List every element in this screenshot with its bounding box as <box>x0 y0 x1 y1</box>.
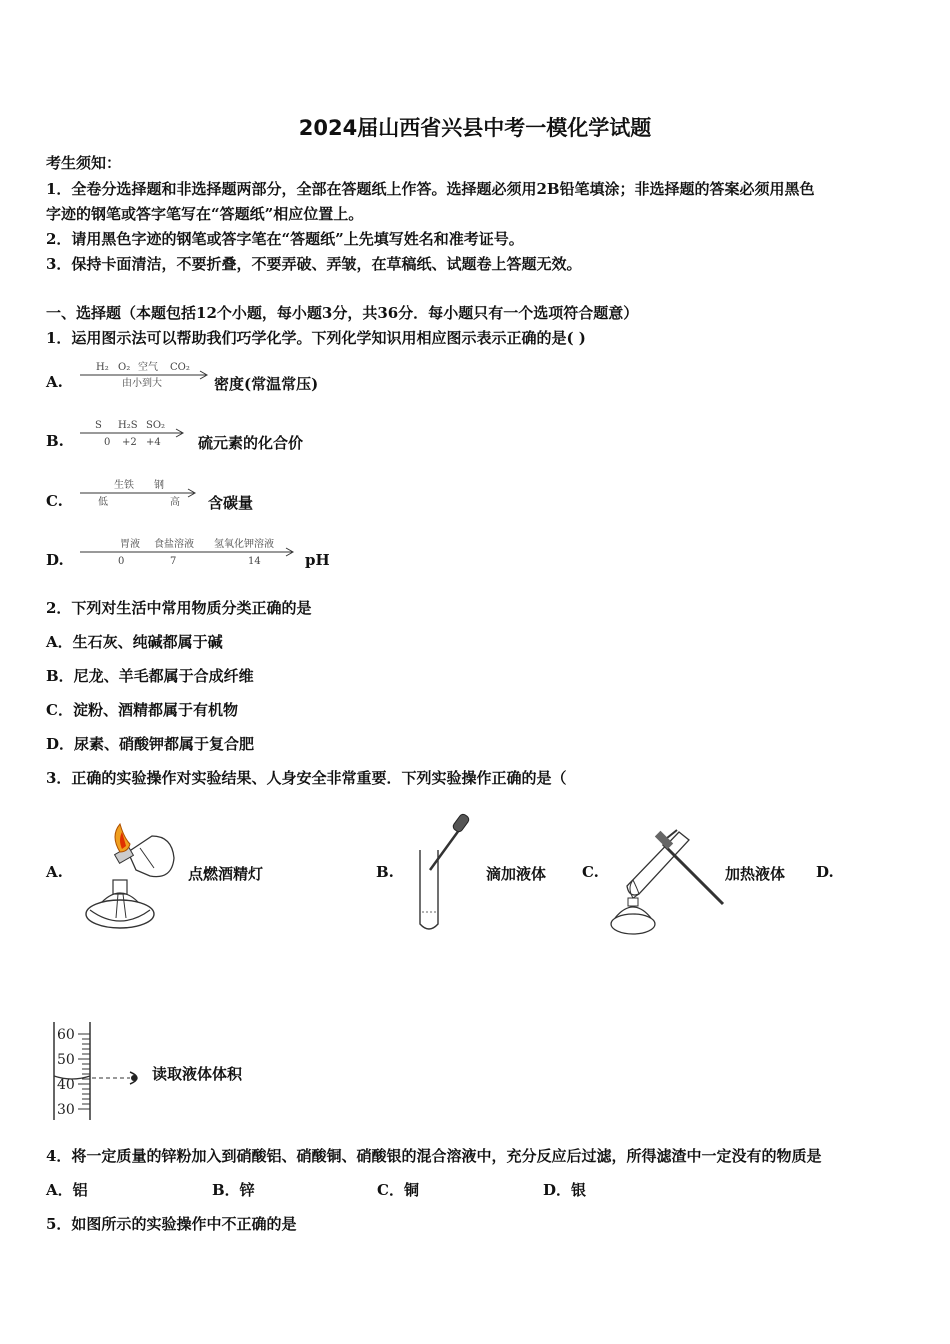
notice-line-3: 3．保持卡面清洁，不要折叠，不要弄破、弄皱，在草稿纸、试题卷上答题无效。 <box>46 255 582 273</box>
q3-option-c-caption: 加热液体 <box>725 865 786 883</box>
q1-d-diagram <box>78 535 300 569</box>
q3-option-b-label: B. <box>376 863 394 881</box>
q4-option-d: D．银 <box>543 1181 587 1199</box>
q1-stem: 1．运用图示法可以帮助我们巧学化学。下列化学知识用相应图示表示正确的是( ) <box>46 329 586 347</box>
q1-option-c-caption: 含碳量 <box>208 494 254 512</box>
q3-option-c-label: C. <box>582 863 599 881</box>
notice-line-1b: 字迹的钢笔或答字笔写在“答题纸”相应位置上。 <box>46 205 364 223</box>
q1-b-value-1: +2 <box>122 437 137 448</box>
q3-stem: 3．正确的实验操作对实验结果、人身安全非常重要．下列实验操作正确的是（ <box>46 769 567 787</box>
notice-heading: 考生须知： <box>46 154 122 172</box>
q1-b-value-0: 0 <box>104 437 111 448</box>
q1-b-item-1: H₂S <box>118 420 138 431</box>
q1-a-item-0: H₂ <box>96 362 109 373</box>
q1-b-item-0: S <box>95 420 102 431</box>
q1-option-d-caption: pH <box>305 551 330 569</box>
q1-a-item-2: 空气 <box>138 362 158 373</box>
q1-a-sub: 由小到大 <box>122 378 162 389</box>
q1-c-diagram <box>78 476 203 510</box>
notice-line-2: 2．请用黑色字迹的钢笔或答字笔在“答题纸”上先填写姓名和准考证号。 <box>46 230 524 248</box>
q3-option-d-caption: 读取液体体积 <box>152 1065 243 1083</box>
q1-option-a-caption: 密度(常温常压) <box>214 375 319 393</box>
q1-a-diagram <box>78 358 213 392</box>
q1-a-item-1: O₂ <box>118 362 131 373</box>
q1-c-item-1: 钢 <box>154 480 164 491</box>
q1-c-value-0: 低 <box>98 497 108 508</box>
q1-option-c-label: C. <box>46 492 63 510</box>
scale-label-60: 60 <box>57 1027 75 1043</box>
q3-option-d-label: D. <box>816 863 834 881</box>
scale-label-50: 50 <box>57 1052 75 1068</box>
q1-d-item-1: 食盐溶液 <box>154 539 194 550</box>
q1-d-item-2: 氢氧化钾溶液 <box>214 539 274 550</box>
q2-option-b: B．尼龙、羊毛都属于合成纤维 <box>46 667 254 685</box>
q1-d-value-0: 0 <box>118 556 125 567</box>
q4-option-b: B．锌 <box>212 1181 255 1199</box>
alcohol-lamp-lighting-icon <box>80 822 185 934</box>
q1-option-a-label: A. <box>46 373 63 391</box>
q3-option-b-caption: 滴加液体 <box>486 865 547 883</box>
notice-line-1: 1．全卷分选择题和非选择题两部分，全部在答题纸上作答。选择题必须用2B铅笔填涂；非选择题的答案必须用黑色 <box>46 180 815 198</box>
q1-d-value-1: 7 <box>170 556 177 567</box>
q2-option-c: C．淀粉、酒精都属于有机物 <box>46 701 238 719</box>
heating-tube-icon <box>605 818 730 940</box>
section-heading: 一、选择题（本题包括12个小题，每小题3分，共36分．每小题只有一个选项符合题意） <box>46 304 639 322</box>
q4-option-a: A．铝 <box>46 1181 88 1199</box>
q1-d-value-2: 14 <box>248 556 261 567</box>
q1-option-b-label: B. <box>46 432 64 450</box>
scale-label-40: 40 <box>57 1077 75 1093</box>
q1-option-b-caption: 硫元素的化合价 <box>198 434 304 452</box>
q2-option-a: A．生石灰、纯碱都属于碱 <box>46 633 223 651</box>
measuring-cylinder-icon <box>50 1020 150 1122</box>
scale-label-30: 30 <box>57 1102 75 1118</box>
q5-stem: 5．如图所示的实验操作中不正确的是 <box>46 1215 297 1233</box>
q3-option-a-label: A. <box>46 863 63 881</box>
q1-b-diagram <box>78 416 193 450</box>
q1-a-item-3: CO₂ <box>170 362 190 373</box>
page-title: 2024届山西省兴县中考一模化学试题 <box>298 116 652 140</box>
q1-b-item-2: SO₂ <box>146 420 166 431</box>
q3-option-a-caption: 点燃酒精灯 <box>188 865 264 883</box>
q2-stem: 2．下列对生活中常用物质分类正确的是 <box>46 599 312 617</box>
q4-option-c: C．铜 <box>377 1181 419 1199</box>
q4-stem: 4．将一定质量的锌粉加入到硝酸铝、硝酸铜、硝酸银的混合溶液中，充分反应后过滤，所得滤渣中一定没有的物质是 <box>46 1147 822 1165</box>
dropper-tube-icon <box>410 810 480 936</box>
q2-option-d: D．尿素、硝酸钾都属于复合肥 <box>46 735 255 753</box>
q1-option-d-label: D. <box>46 551 64 569</box>
q1-d-item-0: 胃液 <box>120 539 140 550</box>
q1-c-item-0: 生铁 <box>114 480 134 491</box>
q1-b-value-2: +4 <box>146 437 161 448</box>
q1-c-value-1: 高 <box>170 497 180 508</box>
